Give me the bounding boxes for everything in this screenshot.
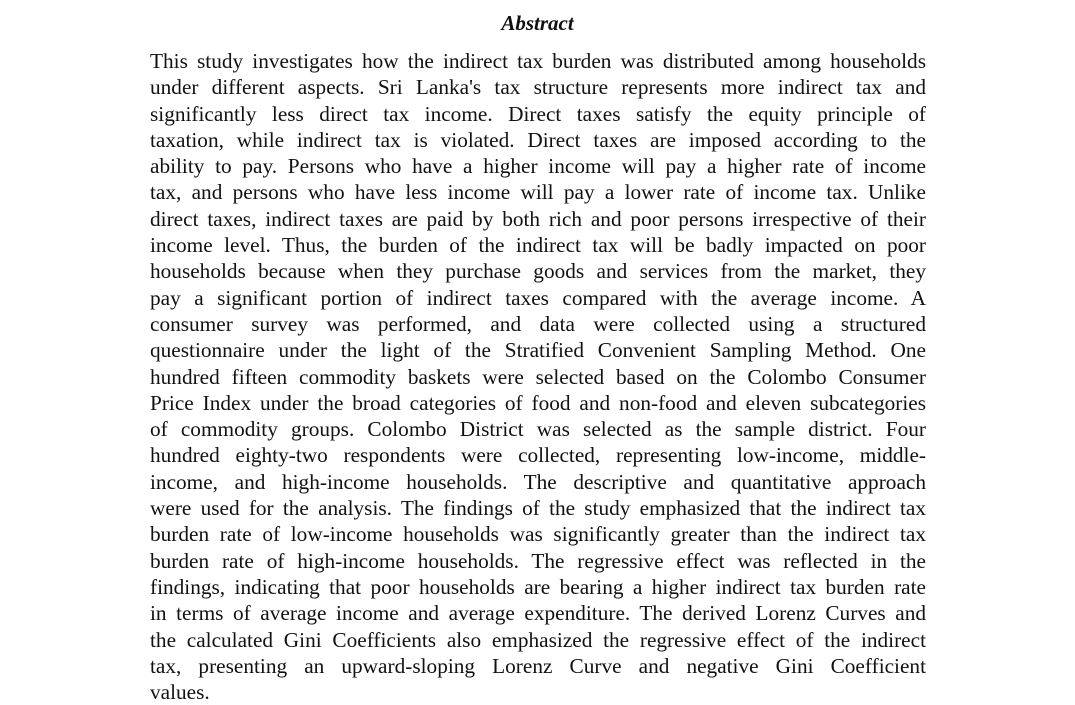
abstract-line: Price Index under the broad categories of food and non-food and eleven subcategories [150, 390, 926, 415]
abstract-line: under different aspects. Sri Lanka's tax structure represents more indirect tax and [150, 75, 926, 100]
abstract-heading: Abstract [501, 11, 574, 35]
abstract-line: burden rate of low-income households was significantly greater than the indirect tax [150, 522, 926, 547]
abstract-line: ability to pay. Persons who have a higher income will pay a higher rate of income [150, 154, 926, 179]
abstract-line: questionnaire under the light of the Stratified Convenient Sampling Method. One [150, 338, 926, 363]
abstract-line: households because when they purchase goods and services from the market, they [150, 259, 926, 284]
abstract-line: findings, indicating that poor households are bearing a higher indirect tax burden rate [150, 574, 926, 599]
abstract-line: taxation, while indirect tax is violated. Direct taxes are imposed according to the [150, 127, 926, 152]
abstract-line: in terms of average income and average expenditure. The derived Lorenz Curves and [150, 601, 926, 626]
abstract-line: significantly less direct tax income. Direct taxes satisfy the equity principle of [150, 101, 926, 126]
abstract-line: values. [150, 680, 210, 705]
abstract-line: pay a significant portion of indirect taxes compared with the average income. A [150, 285, 926, 310]
abstract-line: were used for the analysis. The findings of the study emphasized that the indirect tax [150, 496, 926, 521]
abstract-line: income, and high-income households. The descriptive and quantitative approach [150, 469, 926, 494]
abstract-line: hundred eighty-two respondents were collected, representing low-income, middle- [150, 443, 926, 468]
abstract-line: income level. Thus, the burden of the indirect tax will be badly impacted on poor [150, 233, 926, 258]
abstract-body [150, 48, 926, 705]
abstract-line: tax, presenting an upward-sloping Lorenz Curve and negative Gini Coefficient [150, 653, 926, 678]
abstract-line: consumer survey was performed, and data were collected using a structured [150, 311, 926, 336]
abstract-line: direct taxes, indirect taxes are paid by both rich and poor persons irrespective of their [150, 206, 926, 231]
abstract-line: burden rate of high-income households. The regressive effect was reflected in the [150, 548, 926, 573]
abstract-line: the calculated Gini Coefficients also emphasized the regressive effect of the indirect [150, 627, 926, 652]
abstract-line: tax, and persons who have less income will pay a lower rate of income tax. Unlike [150, 180, 926, 205]
abstract-line: This study investigates how the indirect tax burden was distributed among households [150, 49, 926, 73]
abstract-line: hundred fifteen commodity baskets were selected based on the Colombo Consumer [150, 364, 926, 389]
abstract-line: of commodity groups. Colombo District was selected as the sample district. Four [150, 417, 926, 442]
